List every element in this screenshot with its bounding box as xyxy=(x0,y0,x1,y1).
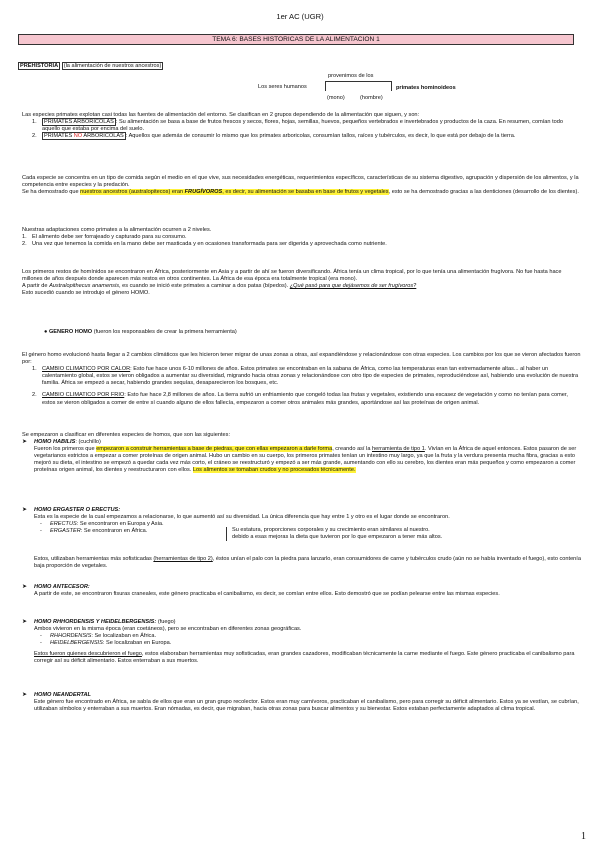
list-item: - ERECTUS: Se encontraron en Europa y Asia. xyxy=(40,521,164,528)
prehistoria-label: PREHISTORIA xyxy=(20,63,59,69)
neandertal-heading: ➤ HOMO NEANDERTAL xyxy=(22,692,91,698)
paragraph: A partir de Australopithecus anamensis, es cuando se inició este primates a caminar a dos patas (bípedos). ¿Qué pasó para que dejásemos de ser frugívoros? xyxy=(22,283,417,290)
intro-paragraph: Las especies primates explotan casi todas las fuentes de alimentación del entorno. Se clasifican en 2 grupos dependiendo de la alimentación que siguen, y son: xyxy=(22,112,420,118)
paragraph: Cada especie se concentra en un tipo de comida según el medio en el que vive, sus necesidades energéticas, requerimientos específicos, características de su sistema digestivo, agrupación y dispersión de los alimentos, y la competencia entre especies y la predación. xyxy=(22,175,579,189)
arrow-icon: ➤ xyxy=(22,439,28,446)
arrow-icon: ➤ xyxy=(22,584,28,590)
genero-block xyxy=(22,352,582,407)
habilis-text: Fueron los primeros que empezaron a construir herramientas a base de piedras, que con ellas empezaron a darle forma, creando así la herramienta de tipo 1. Vivían en la África de aquel entonces. Estos pasaron de ser vegetarianos estrictos a empezar a comer proteínas de origen animal. Hubo un cambio en su cuerpo, los primeros primates tenían un intestino muy largo, ya que la fruta y la verdura presenta mucha fibra, gracias a esto mejoró su dieta, el intestino se empezó a quedar cada vez más corto, el cráneo se reestructuró y empezó a ser más grande, aumentando con ello su cerebro, los dientes eran más pequeños y como empezaron a comer proteínas origen animal, los dientes y reestructuraron con ellos. Los alimentos se tomaban crudos y no procesados técnicamente. xyxy=(34,446,577,474)
list-item: 1. El alimento debe ser forrajeado y capturado para su consumo. xyxy=(22,234,187,241)
topic-title: TEMA 6: BASES HISTORICAS DE LA ALIMENTACION 1 xyxy=(18,34,574,45)
paragraph: Se empezaron a clasificar en diferentes especies de homos, que son las siguientes: xyxy=(22,432,231,438)
paragraph: Esta es la especie de la cual empezamos a relacionarse, lo que aumentó así su diversidad. La única diferencia que hay entre 1 y otro es el lugar donde se encontraron. xyxy=(34,514,450,521)
diagram-right: primates hominoideos xyxy=(396,85,456,91)
diagram-bottom-right: (hombre) xyxy=(360,95,383,101)
adapt-block xyxy=(22,227,582,248)
paragraph: Nuestras adaptaciones como primates a la alimentación ocurren a 2 niveles. xyxy=(22,227,212,233)
antecesor-heading: ➤ HOMO ANTECESOR: xyxy=(22,584,90,590)
prehistoria-subtitle: (la alimentación de nuestros ancestros) xyxy=(63,63,162,69)
rhodesiensis-block xyxy=(22,619,582,666)
arboricolas-label: PRIMATES ARBORICOLAS xyxy=(44,119,114,126)
paragraph: Esto sucedió cuando se introdujo el género HOMO. xyxy=(22,290,150,297)
ergaster-heading: ➤ HOMO ERGASTER O ERECTUS: xyxy=(22,507,121,513)
paragraph: Este género fue encontrado en África, se sabía de ellos que eran un gran grupo recolector. Estos eran muy carnívoros, practicaban el canibalismo, pero para corregir su déficit alimentario. Estos ya se vestían, se cubrían, utilizaban símbolos y enterraban a sus muertos. Eran nómadas, es decir, que migraban, hacia otras zonas para buscar alimentos y su bienestar. Estos estaban perfectamente adaptados al clima tropical. xyxy=(34,699,579,713)
paragraph: El género homo evolucionó hasta llegar a 2 cambios climáticos que les hicieron tener migrar de unas zonas a otras, así expandiéndose y relacionándose con otras especies. Los cambios por los que se vieron afectados fueron por: xyxy=(22,352,581,366)
genero-homo-bullet: ● GENERO HOMO (fueron los responsables de crear la primera herramienta) xyxy=(44,329,237,335)
diagram-right-tick xyxy=(391,81,392,91)
paragraph: Ambos vivieron en la misma época (eran coetáneos), pero se encontraban en diferentes zonas geográficas. xyxy=(34,626,302,633)
paragraph: Estos fueron quienes descubrieron el fuego, estos elaboraban herramientas muy sofisticadas, eran grandes cazadores, modificaban técnicamente la carne mediante el fuego. Este género practicaba el canibalismo para corregir así su déficit alimentario. Estos enterraban a sus muertos. xyxy=(34,651,575,665)
diagram-bottom-left: (mono) xyxy=(327,95,345,101)
paragraph: Estos, utilizaban herramientas más sofisticadas (herramientas de tipo 2), éstos unían el palo con la piedra para lanzarlo, eran consumidores de carne y tubérculos crudo (aún no se había inventado el fuego), esto contenía baja proporción de vegetales. xyxy=(34,556,581,570)
arrow-icon: ➤ xyxy=(22,507,28,513)
list-item: 2. PRIMATES NO ARBORICOLAS : Aquellos que además de consumir lo mismo que los primates arboricolas, consumían tallos, raíces y tubérculos, es decir, lo que está por debajo de la tierra. xyxy=(32,133,516,140)
rhodesiensis-heading: ➤ HOMO RHHORDENSIS Y HEIDELBERGENSIS: (fuego) xyxy=(22,619,176,625)
arrow-icon: ➤ xyxy=(22,619,28,625)
course-header: 1er AC (UGR) xyxy=(276,12,324,21)
page-number: 1 xyxy=(581,830,586,842)
ergaster-block-2 xyxy=(22,556,582,570)
paragraph: Se ha demostrado que nuestros ancestros (australopitecos) eran FRUGÍVOROS, es decir, su alimentación se basaba en base de frutos y vegetales, esto se ha demostrado gracias a las denticiones (desarrollo de los dientes). xyxy=(22,189,579,196)
list-item: - RHHORDENSIS: Se localizaban en África. xyxy=(40,633,157,640)
diagram-left-tick xyxy=(325,81,326,91)
diagram-top: provenimos de los xyxy=(328,73,374,79)
prehistoria-heading xyxy=(18,63,163,70)
diagram-left: Los seres humanos xyxy=(258,84,307,90)
intro-block xyxy=(22,112,582,140)
habilis-heading: ➤ HOMO HABILIS: (cuchillo) xyxy=(22,439,101,446)
arrow-icon: ➤ xyxy=(22,692,28,698)
ergaster-brace-notes: Su estatura, proporciones corporales y su crecimiento eran similares al nuestro. debido a esas mejoras la dieta que tuvieron por lo que empezaron a tener más altos. xyxy=(232,527,443,541)
list-item: 2. CAMBIO CLIMATICO POR FRIO: Esto fue hace 2,8 millones de años. La tierra sufrió un enfriamiento que congeló todas las frutas y vegetales, existiendo una escasez de vegetación y como no tenían para comer, estos se vieron obligados a comer de entre sí cuando alguno de ellos fallecía, empezaron a comer otros animales más grandes, aportándose así las proteínas de origen animal. xyxy=(32,392,568,406)
diagram-top-line xyxy=(325,81,391,82)
restos-block xyxy=(22,269,582,297)
neandertal-block xyxy=(22,692,582,713)
list-item: - ERGASTER: Se encontraron en África. xyxy=(40,528,148,535)
antecesor-block xyxy=(22,584,582,598)
list-item: 1. CAMBIO CLIMATICO POR CALOR: Esto fue hace unos 6-10 millones de años. Estos primates se encontraban en la sabana de África, como las temperaturas eran tan extremadamente altas... al haber un calentamiento global, estos se vieron obligados a aumentar su diversidad, migrando hacia otras zonas y relacionándose con otro tipo de especies de primates, reproduciéndose así, habiendo una evolución de nuestra familia. África se empezó a secar, habiendo grandes sequías, desaparecieron los bosques, etc. xyxy=(32,366,579,387)
list-item: 1. PRIMATES ARBORICOLAS : Su alimentación se basa a base de frutos frescos y secos, flores, hojas, semillas, huevos, pequeños vertebrados e invertebrados y productos de la caza. En resumen, comían todo aquello que estaba por encima del suelo. xyxy=(32,119,563,133)
cada-block xyxy=(22,175,582,196)
no-arboricolas-label: PRIMATES NO ARBORICOLAS xyxy=(44,133,124,140)
list-item: - HEIDELBERGENSIS: Se localizaban en Europa. xyxy=(40,640,172,647)
clasificar-block xyxy=(22,432,582,475)
paragraph: Los primeros restos de homínidos se encontraron en África, posteriormente en Asia y a partir de ahí se fueron diversificando. África tenía un clima tropical, por lo que tenía una alimentación frugívora. No fue hasta hace millones de años después donde aparecen más restos en otros continentes. La África de esa época era totalmente tropical (era mono). xyxy=(22,269,562,283)
ergaster-brace xyxy=(226,527,227,541)
paragraph: A partir de este, se encontraron fisuras craneales, este género practicaba el canibalismo, es decir, se comían entre ellos. Esto demostró que se podían pelearse entre las mismas especies. xyxy=(34,591,500,598)
list-item: 2. Una vez que tenemos la comida en la mano debe ser masticada y en ocasiones transformada para ser digerida y aprovechada como nutriente. xyxy=(22,241,387,248)
